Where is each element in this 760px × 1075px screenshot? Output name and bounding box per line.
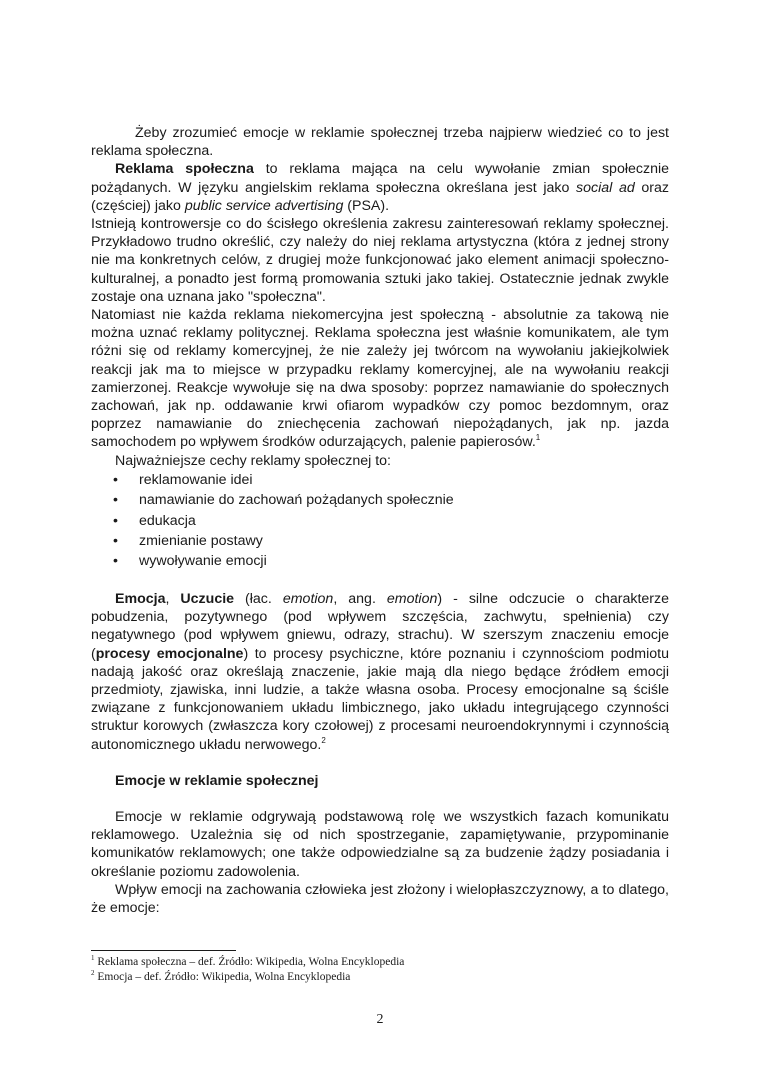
footnote-number: 1	[91, 954, 95, 962]
features-list	[91, 470, 669, 572]
paragraph-definition	[91, 160, 669, 215]
paragraph-emotions-influence: Wpływ emocji na zachowania człowieka jest złożony i wielopłaszczyznowy, a to dlatego, że emocje:	[91, 881, 669, 916]
text-segment: to reklama mająca na celu wywołanie zmian społecznie pożądanych. W języku angielskim reklama społeczna określana jest jako	[91, 161, 670, 196]
text-segment: ,	[165, 590, 181, 607]
list-item-text: wywoływanie emocji	[139, 553, 267, 570]
italic-term: public service advertising	[184, 197, 344, 214]
spacer	[91, 572, 669, 590]
text-segment: (łac.	[234, 590, 283, 607]
text-segment: ) - silne odczucie o charakterze pobudzenia, pozytywnego (pod wpływem szczęścia, zachwytu, spełnienia) czy negatywnego (pod wpływem gniewu, odrazy, strachu). W szerszym znaczeniu emocje (	[91, 590, 669, 662]
list-item	[91, 511, 669, 531]
footnote-text: Reklama społeczna – def. Źródło: Wikipedia, Wolna Encyklopedia	[94, 956, 405, 968]
list-item	[91, 470, 669, 490]
footnote-1	[91, 955, 669, 970]
footnote-2	[91, 970, 669, 985]
spacer	[91, 754, 669, 772]
list-item-text: namawianie do zachowań pożądanych społecznie	[139, 492, 454, 509]
paragraph-emotion-definition	[91, 590, 669, 754]
paragraph-emotions-role: Emocje w reklamie odgrywają podstawową rolę we wszystkich fazach komunikatu reklamowego. Uzależnia się od nich spostrzeganie, zapamiętywanie, przypominanie komunikatów reklamowych; one także odpowiedzialne są za budzenie żądzy posiadania i określanie poziomu zadowolenia.	[91, 808, 669, 880]
term-emocja: Emocja	[115, 590, 166, 607]
italic-term: emotion	[282, 590, 334, 607]
term-uczucie: Uczucie	[180, 590, 235, 607]
paragraph-controversy: Istnieją kontrowersje co do ścisłego określenia zakresu zainteresowań reklamy społecznej. Przykładowo trudno określić, czy należy do niej reklama artystyczna (która z jednej strony nie ma konkretnych celów, z drugiej może funkcjonować jako element animacji społeczno-kulturalnej, a ponadto jest formą promowania sztuki jako takiej. Ostatecznie jednak zwykle zostaje ona uznana jako "społeczna".	[91, 216, 669, 305]
list-item	[91, 490, 669, 510]
text-segment: ) to procesy psychiczne, które poznaniu i czynnościom podmiotu nadają jakość oraz określają znaczenie, jakie mają dla niego będące źródłem emocji przedmioty, zjawiska, inni ludzie, a także własna osoba. Procesy emocjonalne są ściśle związane z funkcjonowaniem układu limbicznego, jako układu integrującego czynności struktur korowych (zwłaszcza kory czołowej) z procesami neuroendokrynnymi i czynnością autonomicznego układu nerwowego.	[91, 645, 669, 753]
spacer	[91, 790, 669, 808]
term-procesy-emocjonalne: procesy emocjonalne	[95, 645, 244, 662]
section-heading: Emocje w reklamie społecznej	[115, 772, 319, 789]
footnote-ref-2: 2	[321, 735, 326, 745]
list-item-text: zmienianie postawy	[139, 533, 263, 550]
text-segment: , ang.	[333, 590, 387, 607]
text-segment: (PSA).	[343, 197, 390, 214]
bullet-glyph: •	[113, 492, 118, 509]
paragraph-features-intro: Najważniejsze cechy reklamy społecznej to:	[115, 452, 391, 469]
paragraph-intro: Żeby zrozumieć emocje w reklamie społecznej trzeba najpierw wiedzieć co to jest reklama społeczna.	[91, 125, 669, 160]
footnote-separator	[91, 950, 236, 951]
bullet-glyph: •	[113, 533, 118, 550]
paragraph-noncommercial	[91, 306, 669, 452]
list-item-text: edukacja	[139, 512, 196, 529]
bullet-glyph: •	[113, 471, 118, 488]
text-segment: Natomiast nie każda reklama niekomercyjna jest społeczną - absolutnie za takową nie można uznać reklamy politycznej. Reklama społeczna jest właśnie komunikatem, ale tym różni się od reklamy komercyjnej, że nie zależy jej twórcom na wywołaniu jakiejkolwiek reakcji jak ma to miejsce w przypadku reklamy komercyjnej, ale na wywołaniu reakcji zamierzonej. Reakcje wywołuje się na dwa sposoby: poprzez namawianie do społecznych zachowań, jak np. oddawanie krwi ofiarom wypadków czy pomoc bezdomnym, oraz poprzez namawianie do zniechęcenia zachowań niepożądanych, jak np. jazda samochodem po wpływem środków odurzających, palenie papierosów.	[91, 307, 669, 451]
page-number: 2	[376, 1012, 384, 1027]
bullet-glyph: •	[113, 553, 118, 570]
bullet-glyph: •	[113, 512, 118, 529]
footnote-number: 2	[91, 969, 95, 977]
footnote-ref-1: 1	[535, 433, 541, 443]
term-reklama-spoleczna: Reklama społeczna	[115, 161, 254, 178]
italic-term: social ad	[576, 179, 635, 196]
list-item	[91, 551, 669, 571]
footnote-text: Emocja – def. Źródło: Wikipedia, Wolna Encyklopedia	[94, 971, 351, 983]
italic-term: emotion	[386, 590, 438, 607]
text-segment: oraz (częściej) jako	[91, 179, 669, 214]
list-item-text: reklamowanie idei	[139, 471, 253, 488]
list-item	[91, 531, 669, 551]
document-body	[91, 124, 669, 917]
footnotes	[91, 955, 669, 985]
